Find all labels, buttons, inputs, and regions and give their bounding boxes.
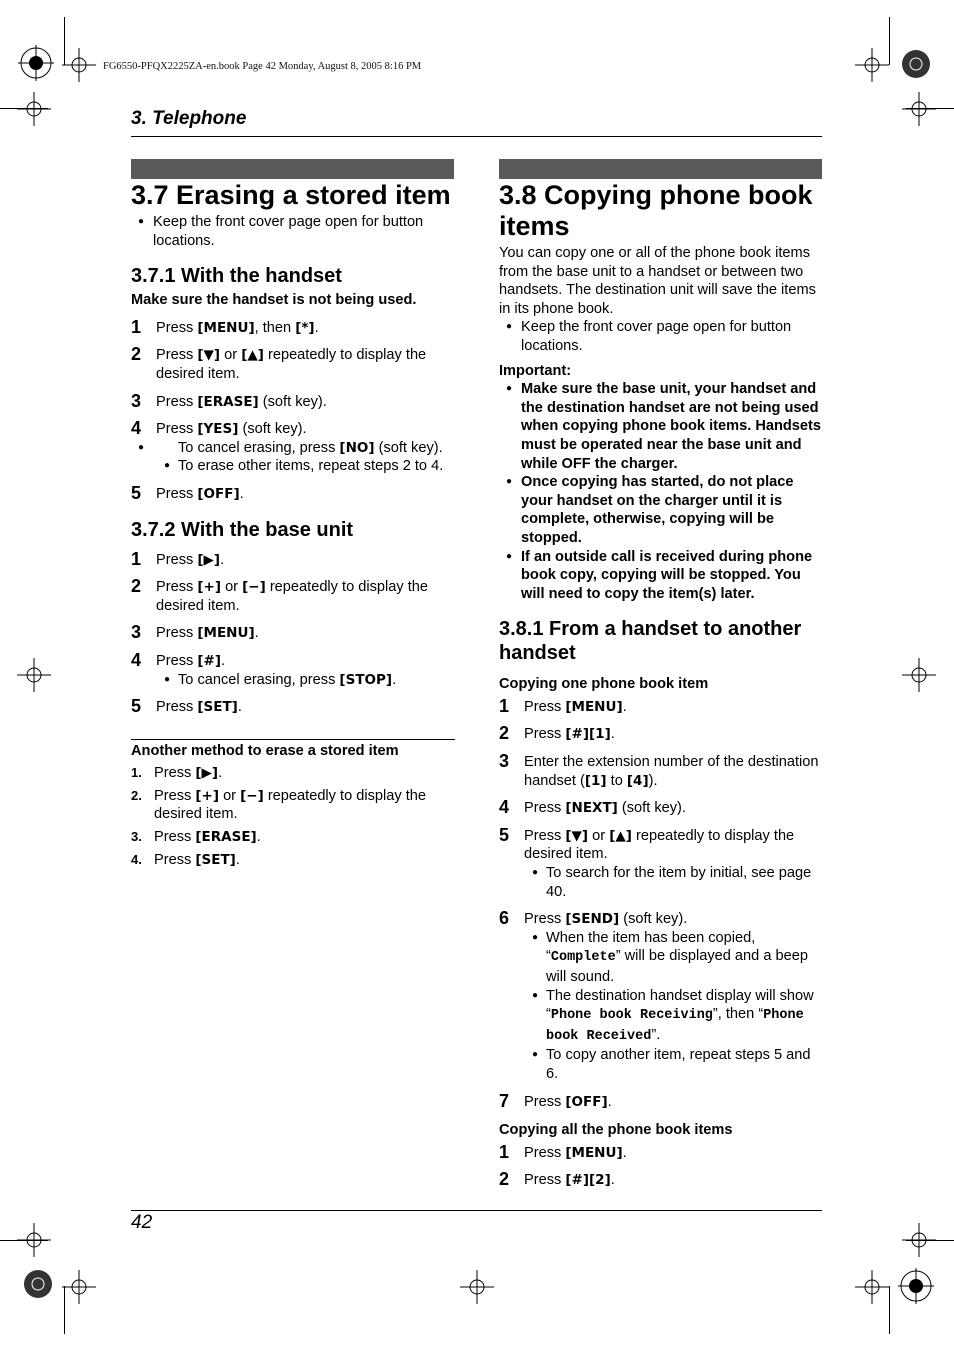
down-key: [▼] bbox=[565, 827, 589, 844]
step: 4 Press [#]. bbox=[131, 649, 226, 670]
crosshair-icon bbox=[855, 1270, 889, 1304]
crosshair-icon bbox=[902, 92, 936, 126]
up-key: [▲] bbox=[609, 827, 632, 844]
step: 3 Press [ERASE] (soft key). bbox=[131, 390, 327, 411]
step: 4 Press [YES] (soft key). bbox=[131, 418, 307, 439]
display-message: Phone book Receiving bbox=[550, 1008, 713, 1024]
bullet: ● To erase other items, repeat steps 2 to 4. bbox=[131, 457, 455, 476]
bullet: ● To cancel erasing, press [STOP]. bbox=[131, 671, 455, 690]
numbered-step: 3. Press [ERASE]. bbox=[131, 829, 261, 846]
erase-key: [ERASE] bbox=[197, 393, 259, 410]
crosshair-icon bbox=[855, 48, 889, 82]
bullet: ● To cancel erasing, press [NO] (soft key). bbox=[131, 439, 455, 458]
procedure-heading: Copying all the phone book items bbox=[499, 1122, 733, 1139]
up-key: [▲] bbox=[241, 347, 264, 364]
menu-key: [MENU] bbox=[565, 698, 623, 715]
plus-key: [+] bbox=[197, 579, 222, 596]
section-bar bbox=[131, 159, 454, 179]
note: Make sure the handset is not being used. bbox=[131, 292, 417, 309]
registration-target-icon bbox=[22, 1268, 54, 1300]
intro-paragraph: You can copy one or all of the phone book items from the base unit to a handset or between two handsets. The destination unit will save the items in its phone book. bbox=[499, 245, 816, 317]
pound-key: [#] bbox=[197, 652, 222, 669]
plus-key: [+] bbox=[195, 787, 220, 804]
step: 1 Press [MENU]. bbox=[499, 1141, 627, 1162]
crosshair-icon bbox=[62, 1270, 96, 1304]
pound-one-key: [#][1] bbox=[565, 726, 611, 743]
next-key: [NEXT] bbox=[565, 800, 618, 817]
footer-rule bbox=[131, 1210, 822, 1211]
numbered-step: 2. Press [+] or [−] repeatedly to display the desired item. bbox=[131, 787, 427, 823]
subsection-heading: 3.7.1 With the handset bbox=[131, 265, 342, 288]
crosshair-icon bbox=[902, 658, 936, 692]
send-key: [SEND] bbox=[565, 911, 620, 928]
header-rule bbox=[131, 136, 822, 137]
section-title: 3.8 Copying phone book items bbox=[499, 180, 813, 241]
one-key: [1] bbox=[584, 772, 607, 789]
minus-key: [−] bbox=[242, 579, 266, 596]
numbered-step: 1. Press [▶]. bbox=[131, 765, 223, 782]
crosshair-icon bbox=[17, 1223, 51, 1257]
section-header: 3. Telephone bbox=[131, 108, 247, 129]
step: 2 Press [#][1]. bbox=[499, 723, 615, 744]
step: 5 Press [▼] or [▲] repeatedly to display the desired item. bbox=[499, 824, 795, 863]
subsection-heading: 3.7.2 With the base unit bbox=[131, 518, 354, 541]
set-key: [SET] bbox=[195, 851, 236, 868]
crop-mark bbox=[889, 17, 890, 65]
menu-key: [MENU] bbox=[197, 625, 255, 642]
star-key: [*] bbox=[295, 319, 315, 336]
subsection-heading: 3.8.1 From a handset to another handset bbox=[499, 618, 802, 665]
menu-key: [MENU] bbox=[565, 1144, 623, 1161]
off-key: [OFF] bbox=[565, 1093, 608, 1110]
left-column bbox=[131, 180, 455, 869]
important-bullet: ● If an outside call is received during phone book copy, copying will be stopped. You will need to copy the item(s) later. bbox=[499, 548, 823, 604]
crosshair-icon bbox=[460, 1270, 494, 1304]
procedure-heading: Copying one phone book item bbox=[499, 676, 709, 693]
crosshair-icon bbox=[17, 658, 51, 692]
crop-mark bbox=[889, 1286, 890, 1334]
step: 5 Press [SET]. bbox=[131, 696, 242, 717]
registration-target-icon bbox=[898, 1268, 934, 1304]
bullet: ● Keep the front cover page open for button locations. bbox=[499, 318, 823, 355]
page-number: 42 bbox=[131, 1212, 153, 1233]
important-bullet: ● Make sure the base unit, your handset and the destination handset are not being used when copying phone book items. Handsets must be operated near the base unit and while OFF the charger. bbox=[499, 380, 823, 473]
important-label: Important: bbox=[499, 362, 572, 379]
step: 3 Press [MENU]. bbox=[131, 622, 259, 643]
crosshair-icon bbox=[17, 92, 51, 126]
step: 2 Press [▼] or [▲] repeatedly to display the desired item. bbox=[131, 344, 427, 382]
crosshair-icon bbox=[902, 1223, 936, 1257]
right-key: [▶] bbox=[195, 765, 219, 782]
bullet: ● When the item has been copied, “Complete” will be displayed and a beep will sound. bbox=[499, 929, 823, 987]
file-info: FG6550-PFQX2225ZA-en.book Page 42 Monday, August 8, 2005 8:16 PM bbox=[103, 61, 422, 72]
step: 5 Press [OFF]. bbox=[131, 482, 244, 503]
stop-key: [STOP] bbox=[339, 671, 393, 688]
display-message: Complete bbox=[550, 950, 616, 966]
registration-target-icon bbox=[18, 45, 54, 81]
step: 1 Press [MENU], then [*]. bbox=[131, 316, 319, 337]
four-key: [4] bbox=[626, 772, 649, 789]
yes-key: [YES] bbox=[197, 421, 239, 438]
step: 1 Press [MENU]. bbox=[499, 695, 627, 716]
important-bullet: ● Once copying has started, do not place your handset on the charger until it is complete, otherwise, copying will be stopped. bbox=[499, 473, 823, 547]
section-title: 3.7 Erasing a stored item bbox=[131, 180, 451, 210]
set-key: [SET] bbox=[197, 699, 238, 716]
step: 4 Press [NEXT] (soft key). bbox=[499, 797, 686, 818]
minus-key: [−] bbox=[240, 787, 264, 804]
step: 3 Enter the extension number of the destination handset ([1] to [4]). bbox=[499, 751, 819, 789]
numbered-step: 4. Press [SET]. bbox=[131, 851, 240, 868]
method-heading: Another method to erase a stored item bbox=[131, 739, 455, 761]
step: 1 Press [▶]. bbox=[131, 548, 225, 569]
bullet: ● To search for the item by initial, see page 40. bbox=[499, 864, 823, 901]
menu-key: [MENU] bbox=[197, 319, 255, 336]
step: 6 Press [SEND] (soft key). bbox=[499, 908, 688, 929]
registration-target-icon bbox=[900, 48, 932, 80]
down-key: [▼] bbox=[197, 347, 221, 364]
crosshair-icon bbox=[62, 48, 96, 82]
step: 2 Press [#][2]. bbox=[499, 1169, 615, 1190]
right-column bbox=[499, 180, 823, 1190]
off-key: [OFF] bbox=[197, 485, 240, 502]
right-key: [▶] bbox=[197, 551, 221, 568]
display-message: Phone book Received bbox=[546, 1008, 804, 1044]
bullet: ● Keep the front cover page open for button locations. bbox=[131, 213, 455, 250]
erase-key: [ERASE] bbox=[195, 829, 257, 846]
no-key: [NO] bbox=[339, 439, 375, 456]
section-bar bbox=[499, 159, 822, 179]
bullet: ● To copy another item, repeat steps 5 and 6. bbox=[499, 1046, 823, 1083]
pound-two-key: [#][2] bbox=[565, 1172, 611, 1189]
step: 2 Press [+] or [−] repeatedly to display the desired item. bbox=[131, 576, 429, 614]
step: 7 Press [OFF]. bbox=[499, 1090, 612, 1111]
bullet: ● The destination handset display will show “Phone book Receiving”, then “Phone book Received”. bbox=[499, 987, 823, 1047]
